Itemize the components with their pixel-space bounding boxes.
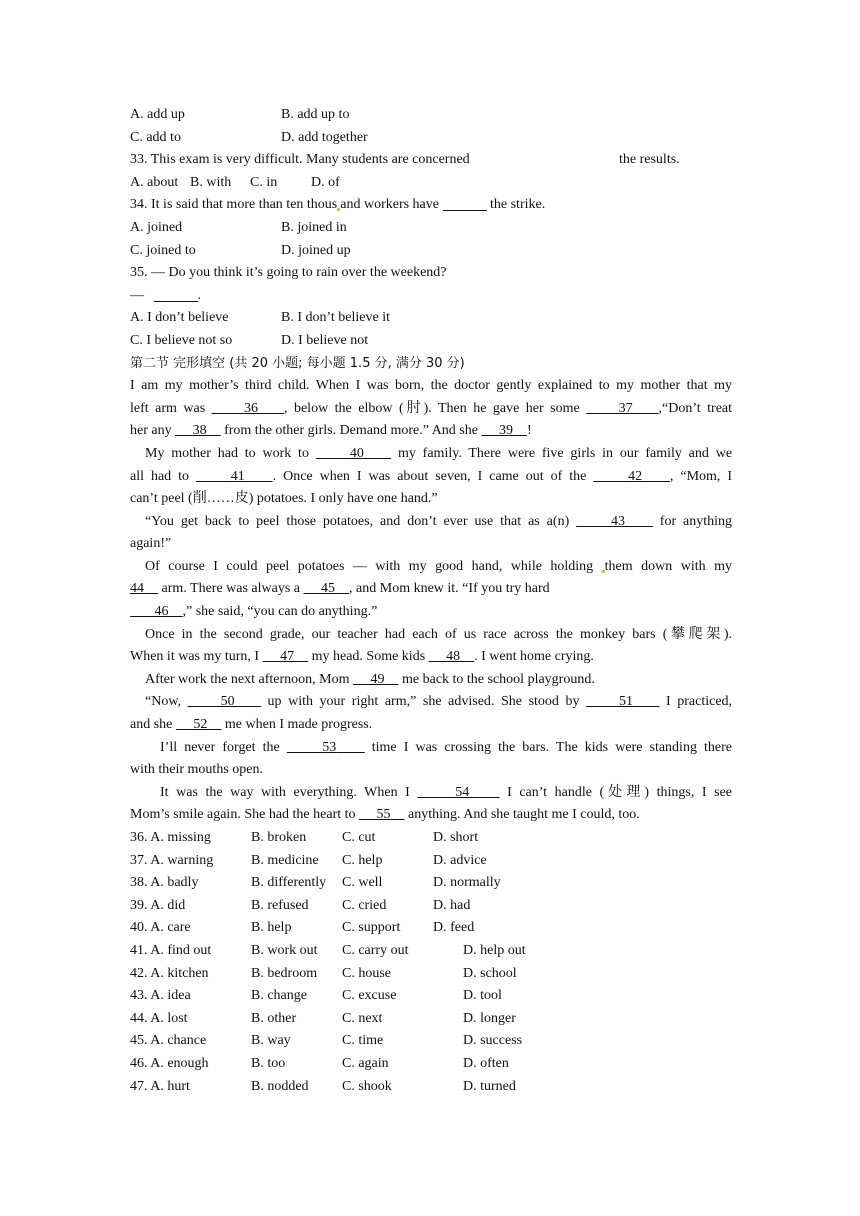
option-b: B. too — [251, 1055, 286, 1071]
options-row — [130, 1053, 732, 1076]
blank-number: 41 — [230, 468, 245, 484]
passage-text: I can’t handle (处理) things, I see — [507, 784, 733, 800]
option-b: B. broken — [251, 830, 307, 845]
option-d: D. often — [463, 1055, 509, 1071]
q32-options-row-2 — [130, 127, 732, 150]
passage-text: them down with my — [604, 558, 732, 574]
option-d: D. advice — [433, 852, 487, 868]
option-a: 39. A. did — [130, 897, 186, 913]
passage-text: my head. Some kids — [311, 649, 426, 665]
blank-55 — [359, 807, 405, 822]
option-c: C. cut — [342, 830, 376, 845]
passage-text: arm. There was always a — [161, 581, 301, 597]
q35-options-row-1 — [130, 307, 732, 330]
option-c: C. excuse — [342, 988, 397, 1004]
option-b: B. help — [251, 920, 292, 936]
passage-text: ,” she said, “you can do anything.” — [182, 604, 378, 620]
passage-line — [130, 804, 732, 827]
blank-46 — [130, 604, 183, 619]
passage-text: her any — [130, 423, 172, 439]
passage-text: I practiced, — [665, 694, 733, 710]
options-row — [130, 895, 732, 918]
q34-option-d: D. joined up — [281, 242, 351, 258]
blank-number: 37 — [618, 400, 633, 416]
option-d: D. help out — [463, 942, 526, 958]
passage-line — [130, 759, 732, 782]
passage-text: . I went home crying. — [474, 649, 594, 665]
passage-text: my family. There were five girls in our family and we — [397, 445, 733, 461]
passage-text: time I was crossing the bars. The kids were standing there — [371, 739, 733, 755]
passage-line — [130, 466, 732, 489]
passage-line — [130, 646, 732, 669]
blank-number: 55 — [376, 807, 391, 823]
blank-number: 43 — [610, 513, 625, 529]
option-d: D. tool — [463, 988, 502, 1004]
blank-number: 47 — [280, 649, 295, 665]
blank-number: 38 — [192, 423, 207, 439]
option-c: C. cried — [342, 897, 387, 913]
option-d: D. longer — [463, 1010, 516, 1026]
passage-line — [130, 443, 732, 466]
option-b: B. refused — [251, 897, 309, 913]
passage-text: Of course I could peel potatoes — with my good hand, while holding — [145, 558, 594, 574]
q35-option-b: B. I don’t believe it — [281, 310, 390, 326]
passage-line — [130, 624, 732, 647]
blank-number: 45 — [321, 581, 336, 597]
blank-number: 44 — [130, 581, 144, 597]
passage-text: again!” — [130, 536, 172, 552]
options-row — [130, 985, 732, 1008]
q33-stem-text: 33. This exam is very difficult. Many students are concerned — [130, 152, 470, 168]
passage-line — [130, 669, 732, 692]
passage-text: After work the next afternoon, Mom — [145, 671, 350, 687]
passage-line — [130, 488, 732, 511]
q33-options — [130, 172, 732, 195]
blank-45 — [304, 581, 350, 596]
option-c: C. time — [342, 1033, 384, 1049]
options-row — [130, 963, 732, 986]
option-c: C. next — [342, 1010, 383, 1026]
option-a: 40. A. care — [130, 920, 191, 936]
option-b: B. medicine — [251, 852, 319, 868]
blank-42 — [593, 469, 670, 484]
q34-options-row-2 — [130, 240, 732, 263]
passage-text: , “Mom, I — [669, 468, 733, 484]
blank-number: 39 — [498, 423, 513, 439]
option-d: D. short — [433, 830, 479, 845]
passage-text: I am my mother’s third child. When I was born, the doctor gently explained to my mother that my — [130, 378, 732, 394]
passage-text: , and Mom knew it. “If you try hard — [349, 581, 550, 597]
passage-text: When it was my turn, I — [130, 649, 260, 665]
blank-43 — [576, 514, 653, 529]
passage-text: anything. And she taught me I could, too. — [408, 807, 640, 823]
passage-line — [130, 556, 732, 579]
passage-text: Mom’s smile again. She had the heart to — [130, 807, 356, 823]
passage-text: up with your right arm,” she advised. She stood by — [267, 694, 580, 710]
option-a: 36. A. missing — [130, 830, 211, 845]
options-row — [130, 917, 732, 940]
blank-49 — [353, 672, 399, 687]
blank-number: 54 — [455, 784, 470, 800]
q34-stem — [130, 194, 732, 217]
q33-option-b: B. with — [190, 174, 232, 190]
blank-number: 50 — [220, 694, 235, 710]
q32-option-b: B. add up to — [281, 107, 350, 122]
q35-reply-end: . — [197, 287, 201, 303]
passage-text: , below the elbow (肘). Then he gave her some — [283, 400, 580, 416]
passage-text: It was the way with everything. When I — [160, 784, 410, 800]
q34-option-b: B. joined in — [281, 219, 347, 235]
q34-stem-tail: the strike. — [490, 197, 546, 213]
option-d: D. feed — [433, 920, 475, 936]
q35-option-c: C. I believe not so — [130, 332, 233, 348]
passage-text: ,“Don’t treat — [658, 400, 733, 416]
blank-39 — [481, 423, 527, 438]
passage-text: me back to the school playground. — [402, 671, 595, 687]
options-row — [130, 940, 732, 963]
passage-text: I’ll never forget the — [160, 739, 280, 755]
option-c: C. again — [342, 1055, 389, 1071]
q32-option-c: C. add to — [130, 129, 181, 145]
passage-line — [130, 782, 732, 805]
passage-text: . Once when I was about seven, I came out of the — [272, 468, 587, 484]
option-a: 38. A. badly — [130, 875, 199, 891]
q34-options-row-1 — [130, 217, 732, 240]
section-title: 第二节 完形填空 (共 20 小题; 每小题 1.5 分, 满分 30 分) — [130, 355, 465, 371]
option-c: C. shook — [342, 1078, 392, 1094]
blank-36 — [212, 401, 284, 416]
passage-text: “You get back to peel those potatoes, and don’t ever use that as a(n) — [145, 513, 570, 529]
q32-options-row-1 — [130, 104, 732, 127]
q34-option-a: A. joined — [130, 219, 183, 235]
q35-reply-dash: — — [130, 287, 144, 303]
option-d: D. success — [463, 1033, 523, 1049]
blank-number: 48 — [446, 649, 461, 665]
option-c: C. support — [342, 920, 401, 936]
option-a: 43. A. idea — [130, 988, 191, 1004]
q35-stem — [130, 262, 732, 285]
passage-line — [130, 533, 732, 556]
blank-44 — [130, 581, 158, 596]
option-a: 42. A. kitchen — [130, 965, 209, 981]
q32-option-d: D. add together — [281, 129, 368, 145]
blank-number: 52 — [193, 717, 208, 733]
blank-number: 46 — [154, 604, 169, 620]
q34-stem-text-b: and workers have — [340, 197, 439, 213]
option-b: B. work out — [251, 942, 318, 958]
answer-blank — [443, 194, 487, 211]
option-d: D. turned — [463, 1078, 516, 1094]
blank-number: 49 — [370, 671, 385, 687]
q33-option-d: D. of — [311, 174, 340, 190]
option-b: B. differently — [251, 875, 327, 891]
options-row — [130, 1008, 732, 1031]
blank-38 — [175, 423, 221, 438]
q35-options-row-2 — [130, 330, 732, 353]
option-d: D. had — [433, 897, 471, 913]
options-row — [130, 1076, 732, 1099]
passage-text: with their mouths open. — [130, 762, 263, 778]
blank-number: 40 — [349, 445, 364, 461]
passage-line — [130, 691, 732, 714]
option-c: C. well — [342, 875, 383, 891]
blank-41 — [196, 469, 273, 484]
option-a: 44. A. lost — [130, 1010, 188, 1026]
option-a: 41. A. find out — [130, 942, 212, 958]
blank-number: 51 — [619, 694, 634, 710]
option-c: C. house — [342, 965, 391, 981]
blank-number: 42 — [628, 468, 643, 484]
q33-stem — [130, 149, 732, 172]
passage-line — [130, 420, 732, 443]
blank-number: 53 — [322, 739, 337, 755]
passage-line — [130, 398, 732, 421]
blank-37 — [586, 401, 658, 416]
blank-54 — [417, 785, 499, 800]
passage-text: all had to — [130, 468, 190, 484]
passage-line — [130, 714, 732, 737]
q33-option-c: C. in — [250, 174, 278, 190]
passage-text: Once in the second grade, our teacher had each of us race across the monkey bars (攀爬架). — [145, 626, 732, 642]
blank-53 — [287, 740, 365, 755]
blank-52 — [176, 717, 222, 732]
option-a: 45. A. chance — [130, 1033, 207, 1049]
q33-stem-tail: the results. — [619, 152, 680, 168]
option-d: D. normally — [433, 875, 501, 891]
exam-page — [130, 104, 732, 1098]
blank-48 — [429, 649, 475, 664]
passage-line — [130, 578, 732, 601]
option-b: B. other — [251, 1010, 297, 1026]
passage-text: ! — [526, 423, 532, 439]
q35-option-a: A. I don’t believe — [130, 310, 229, 326]
option-b: B. nodded — [251, 1078, 309, 1094]
blank-50 — [188, 694, 261, 709]
passage-text: My mother had to work to — [145, 445, 309, 461]
blank-47 — [263, 649, 309, 664]
passage-line — [130, 737, 732, 760]
passage-line — [130, 511, 732, 534]
passage-line — [130, 601, 732, 624]
options-row — [130, 850, 732, 873]
passage-text: me when I made progress. — [224, 717, 373, 733]
passage-text: can’t peel (削……皮) potatoes. I only have one hand.” — [130, 491, 438, 507]
q35-reply — [130, 285, 732, 308]
q35-stem-text: 35. — Do you think it’s going to rain over the weekend? — [130, 265, 447, 281]
answer-blank — [154, 285, 198, 302]
option-b: B. way — [251, 1033, 291, 1049]
passage-text: for anything — [659, 513, 733, 529]
q33-option-a: A. about — [130, 174, 179, 190]
q35-option-d: D. I believe not — [281, 332, 369, 348]
option-a: 37. A. warning — [130, 852, 214, 868]
passage-text: left arm was — [130, 400, 206, 416]
q34-option-c: C. joined to — [130, 242, 196, 258]
options-row — [130, 1030, 732, 1053]
options-row — [130, 827, 732, 850]
q34-stem-text-a: 34. It is said that more than ten thous — [130, 197, 338, 213]
option-d: D. school — [463, 965, 517, 981]
option-a: 46. A. enough — [130, 1055, 209, 1071]
passage-text: and she — [130, 717, 173, 733]
passage-text: from the other girls. Demand more.” And she — [224, 423, 478, 439]
passage-line — [130, 375, 732, 398]
option-a: 47. A. hurt — [130, 1078, 190, 1094]
option-b: B. change — [251, 988, 307, 1004]
blank-40 — [316, 446, 391, 461]
option-b: B. bedroom — [251, 965, 318, 981]
options-row — [130, 872, 732, 895]
blank-number: 36 — [244, 400, 259, 416]
passage-text: “Now, — [145, 694, 182, 710]
q32-option-a: A. add up — [130, 107, 185, 122]
blank-51 — [586, 694, 659, 709]
option-c: C. carry out — [342, 942, 409, 958]
option-c: C. help — [342, 852, 383, 868]
